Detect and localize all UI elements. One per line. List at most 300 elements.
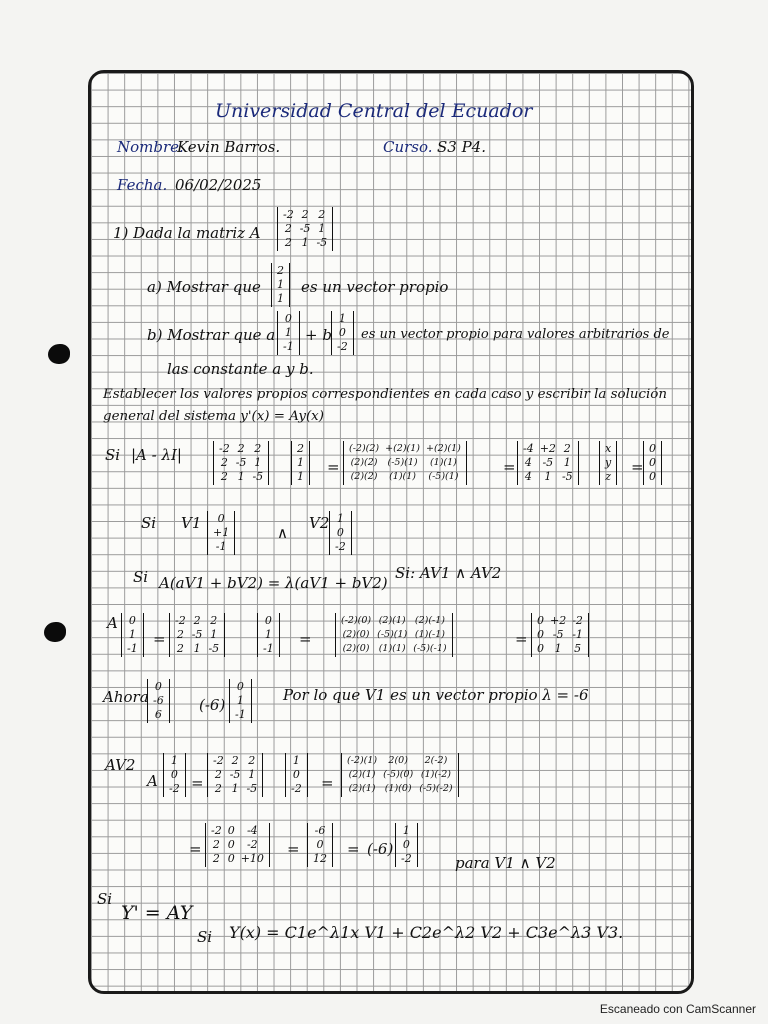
matrix-entry: -5 bbox=[252, 470, 264, 483]
matrix-entry: 1 bbox=[544, 470, 552, 483]
matrix-entry: 4 bbox=[524, 470, 532, 483]
matrix-column bbox=[313, 824, 327, 866]
course-value: S3 P4. bbox=[437, 138, 486, 156]
matrix-entry: (2)(-1) bbox=[414, 615, 445, 626]
matrix-entry: -5 bbox=[316, 236, 328, 249]
instruction-line-2: general del sistema y'(x) = Ay(x) bbox=[103, 409, 324, 424]
matrix-bar-right bbox=[578, 441, 579, 485]
matrix-entry: 2 bbox=[214, 782, 222, 795]
matrix-entry: 1 bbox=[402, 824, 410, 837]
y-prime-equation: Y' = AY bbox=[121, 902, 193, 924]
matrix-column bbox=[337, 312, 348, 354]
matrix-bar-right bbox=[588, 613, 589, 657]
av2-sum bbox=[307, 823, 333, 867]
matrix-column bbox=[277, 264, 284, 306]
matrix-entry: 2 bbox=[212, 852, 220, 865]
matrix-entry: 2(-2) bbox=[424, 755, 448, 766]
university-title: Universidad Central del Ecuador bbox=[215, 100, 533, 122]
av2-vector-2 bbox=[285, 753, 308, 797]
matrix-entry: 2 bbox=[277, 264, 284, 277]
matrix-column bbox=[153, 680, 164, 722]
matrix-entry: (-5)(0) bbox=[383, 769, 414, 780]
matrix-entry: 0 bbox=[217, 512, 225, 525]
matrix-body bbox=[600, 441, 616, 485]
matrix-entry: (1)(1) bbox=[389, 471, 417, 482]
matrix-body bbox=[344, 441, 466, 485]
matrix-column bbox=[283, 208, 294, 250]
matrix-column bbox=[175, 614, 186, 656]
matrix-bar-right bbox=[458, 753, 459, 797]
av2-factor: (-6) bbox=[367, 840, 394, 858]
matrix-entry: 2 bbox=[563, 442, 571, 455]
matrix-entry: 0 bbox=[338, 326, 346, 339]
matrix-body bbox=[164, 753, 185, 797]
matrix-bar-right bbox=[307, 753, 308, 797]
matrix-entry: -4 bbox=[523, 442, 534, 455]
date-value: 06/02/2025 bbox=[175, 176, 262, 194]
matrix-entry: 1 bbox=[210, 628, 218, 641]
matrix-entry: -2 bbox=[246, 838, 258, 851]
matrix-entry: -2 bbox=[213, 754, 224, 767]
matrix-entry: 0 bbox=[537, 628, 544, 641]
av1-vector-2 bbox=[257, 613, 280, 657]
matrix-column bbox=[537, 614, 544, 656]
matrix-body bbox=[330, 511, 351, 555]
matrix-bar-right bbox=[251, 679, 252, 723]
matrix-entry: 1 bbox=[336, 512, 344, 525]
matrix-entry: -1 bbox=[235, 708, 246, 721]
matrix-entry: 0 bbox=[336, 526, 344, 539]
matrix-entry: 1 bbox=[237, 470, 245, 483]
matrix-entry: 1 bbox=[554, 642, 562, 655]
matrix-entry: (1)(-1) bbox=[414, 629, 445, 640]
matrix-entry: -4 bbox=[246, 824, 258, 837]
matrix-body bbox=[148, 679, 169, 723]
matrix-entry: -5 bbox=[208, 642, 220, 655]
graph-paper-sheet bbox=[88, 70, 694, 994]
matrix-entry: (-5)(1) bbox=[428, 471, 459, 482]
matrix-entry: (-5)(-2) bbox=[419, 783, 453, 794]
matrix-entry: 2 bbox=[254, 442, 262, 455]
matrix-bar-right bbox=[332, 823, 333, 867]
av1-products bbox=[335, 613, 453, 657]
matrix-entry: 4 bbox=[524, 456, 532, 469]
matrix-entry: -6 bbox=[153, 694, 164, 707]
instruction-line-1: Establecer los valores propios correspondientes en cada caso y escribir la solución bbox=[103, 387, 667, 402]
matrix-bar-right bbox=[616, 441, 617, 485]
matrix-body bbox=[644, 441, 661, 485]
matrix-entry: 0 bbox=[649, 456, 656, 469]
part-b-vector-2 bbox=[331, 311, 354, 355]
equals-3: = bbox=[631, 458, 644, 476]
matrix-column bbox=[550, 614, 566, 656]
matrix-entry: 0 bbox=[227, 824, 235, 837]
a-label-1: A bbox=[107, 614, 118, 632]
v1-label: V1 bbox=[181, 514, 202, 532]
matrix-entry: (2)(1) bbox=[378, 615, 406, 626]
matrix-entry: (2)(2) bbox=[350, 457, 378, 468]
ahora-vector bbox=[147, 679, 170, 723]
matrix-column bbox=[605, 442, 611, 484]
matrix-entry: (-2)(2) bbox=[349, 443, 380, 454]
matrix-column bbox=[297, 442, 304, 484]
matrix-column bbox=[230, 754, 241, 796]
matrix-bar-right bbox=[299, 311, 300, 355]
matrix-bar-right bbox=[169, 679, 170, 723]
problem-intro: 1) Dada la matriz A bbox=[113, 224, 261, 242]
name-label: Nombre. bbox=[117, 138, 184, 156]
matrix-column bbox=[211, 824, 222, 866]
matrix-entry: -2 bbox=[572, 614, 583, 627]
matrix-entry: (1)(0) bbox=[384, 783, 412, 794]
matrix-entry: -5 bbox=[552, 628, 564, 641]
matrix-entry: 1 bbox=[284, 326, 292, 339]
matrix-entry: 2 bbox=[210, 614, 218, 627]
matrix-column bbox=[401, 824, 412, 866]
matrix-entry: -2 bbox=[211, 824, 222, 837]
si-av: Si: AV1 ∧ AV2 bbox=[395, 564, 502, 582]
matrix-entry: 2 bbox=[284, 222, 292, 235]
si-label: Si bbox=[105, 446, 121, 464]
matrix-column bbox=[236, 442, 247, 484]
matrix-column bbox=[241, 824, 264, 866]
si-combo: Si bbox=[133, 568, 149, 586]
matrix-body bbox=[292, 441, 309, 485]
matrix-column bbox=[572, 614, 583, 656]
matrix-entry: 1 bbox=[338, 312, 346, 325]
matrix-body bbox=[396, 823, 417, 867]
matrix-entry: 2 bbox=[284, 236, 292, 249]
matrix-entry: 2 bbox=[318, 208, 326, 221]
matrix-entry: 2 bbox=[231, 754, 239, 767]
part-b-plus: + b bbox=[305, 326, 332, 344]
matrix-entry: -2 bbox=[175, 614, 186, 627]
matrix-column bbox=[300, 208, 311, 250]
matrix-body bbox=[278, 311, 299, 355]
work-xyz bbox=[599, 441, 617, 485]
av2-products bbox=[341, 753, 459, 797]
matrix-entry: -5 bbox=[246, 782, 258, 795]
date-label: Fecha. bbox=[117, 176, 168, 194]
matrix-entry: (-2)(1) bbox=[347, 755, 378, 766]
matrix-entry: (2)(1) bbox=[348, 783, 376, 794]
av2-vector-3 bbox=[395, 823, 418, 867]
matrix-entry: 1 bbox=[277, 292, 284, 305]
av1-result bbox=[531, 613, 589, 657]
part-b-line2: las constante a y b. bbox=[167, 360, 314, 378]
matrix-entry: 0 bbox=[292, 768, 300, 781]
matrix-column bbox=[213, 754, 224, 796]
matrix-entry: 1 bbox=[254, 456, 262, 469]
and-1: ∧ bbox=[277, 524, 288, 542]
matrix-entry: (2)(0) bbox=[342, 629, 370, 640]
matrix-entry: (-2)(0) bbox=[341, 615, 372, 626]
matrix-entry: 0 bbox=[649, 442, 656, 455]
matrix-entry: 0 bbox=[128, 614, 136, 627]
matrix-bar-right bbox=[268, 441, 269, 485]
matrix-bar-right bbox=[289, 263, 290, 307]
matrix-entry: (1)(1) bbox=[429, 457, 457, 468]
matrix-body bbox=[206, 823, 269, 867]
si-2: Si bbox=[97, 890, 113, 908]
matrix-entry: 1 bbox=[170, 754, 178, 767]
matrix-column bbox=[228, 824, 235, 866]
matrix-entry: y bbox=[605, 456, 612, 469]
matrix-column bbox=[283, 312, 294, 354]
matrix-entry: 2 bbox=[220, 470, 228, 483]
v2-vector bbox=[329, 511, 352, 555]
matrix-column bbox=[540, 442, 556, 484]
matrix-column bbox=[127, 614, 138, 656]
matrix-bar-right bbox=[234, 511, 235, 555]
matrix-column bbox=[523, 442, 534, 484]
matrix-entry: 0 bbox=[154, 680, 162, 693]
v2-label: V2 bbox=[309, 514, 330, 532]
matrix-entry: 0 bbox=[537, 614, 544, 627]
part-a-tail: es un vector propio bbox=[301, 278, 449, 296]
matrix-column bbox=[246, 754, 257, 796]
matrix-body bbox=[336, 613, 452, 657]
av2-vector bbox=[163, 753, 186, 797]
matrix-column bbox=[263, 614, 274, 656]
matrix-bar-right bbox=[143, 613, 144, 657]
matrix-body bbox=[208, 753, 262, 797]
matrix-bar-right bbox=[262, 753, 263, 797]
matrix-entry: 1 bbox=[236, 694, 244, 707]
matrix-entry: -1 bbox=[215, 540, 227, 553]
matrix-entry: -5 bbox=[235, 456, 247, 469]
matrix-entry: +2 bbox=[539, 442, 556, 455]
equals-11: = bbox=[347, 840, 360, 858]
matrix-entry: +1 bbox=[213, 526, 230, 539]
matrix-entry: -2 bbox=[219, 442, 230, 455]
matrix-body bbox=[342, 753, 458, 797]
work-products bbox=[343, 441, 467, 485]
course-label: Curso. bbox=[383, 138, 433, 156]
matrix-column bbox=[192, 614, 203, 656]
part-a-vector bbox=[271, 263, 290, 307]
matrix-column bbox=[649, 442, 656, 484]
matrix-entry: 1 bbox=[318, 222, 326, 235]
matrix-entry: +2 bbox=[550, 614, 567, 627]
matrix-entry: 0 bbox=[264, 614, 272, 627]
matrix-body bbox=[230, 679, 251, 723]
camscanner-watermark: Escaneado con CamScanner bbox=[599, 1002, 756, 1016]
matrix-body bbox=[122, 613, 143, 657]
matrix-a bbox=[277, 207, 333, 251]
matrix-entry: (2)(0) bbox=[342, 643, 370, 654]
matrix-entry: 1 bbox=[248, 768, 256, 781]
matrix-column bbox=[291, 754, 302, 796]
matrix-entry: 2 bbox=[193, 614, 201, 627]
equals-5: = bbox=[299, 630, 312, 648]
matrix-entry: 1 bbox=[277, 278, 284, 291]
equals-2: = bbox=[503, 458, 516, 476]
matrix-entry: +(2)(1) bbox=[426, 443, 461, 454]
matrix-bar-right bbox=[269, 823, 270, 867]
punch-hole-top bbox=[48, 344, 70, 364]
conclusion-text: Por lo que V1 es un vector propio λ = -6 bbox=[283, 686, 589, 704]
matrix-entry: 2 bbox=[214, 768, 222, 781]
matrix-entry: 6 bbox=[154, 708, 162, 721]
matrix-entry: 2(0) bbox=[388, 755, 408, 766]
matrix-body bbox=[258, 613, 279, 657]
matrix-entry: 0 bbox=[170, 768, 178, 781]
matrix-entry: 0 bbox=[537, 642, 544, 655]
name-value: Kevin Barros. bbox=[177, 138, 281, 156]
matrix-bar-right bbox=[452, 613, 453, 657]
matrix-entry: (-5)(1) bbox=[387, 457, 418, 468]
matrix-body bbox=[278, 207, 332, 251]
matrix-column bbox=[562, 442, 573, 484]
matrix-entry: -2 bbox=[283, 208, 294, 221]
matrix-entry: -5 bbox=[542, 456, 554, 469]
matrix-entry: 1 bbox=[128, 628, 136, 641]
matrix-entry: 2 bbox=[301, 208, 309, 221]
matrix-body bbox=[332, 311, 353, 355]
matrix-bar-right bbox=[353, 311, 354, 355]
matrix-column bbox=[316, 208, 327, 250]
matrix-entry: (-5)(-1) bbox=[413, 643, 447, 654]
av1-vector bbox=[121, 613, 144, 657]
matrix-entry: -5 bbox=[191, 628, 203, 641]
matrix-column bbox=[377, 614, 407, 656]
matrix-entry: 1 bbox=[563, 456, 571, 469]
matrix-entry: 2 bbox=[176, 642, 184, 655]
para-text: para V1 ∧ V2 bbox=[455, 854, 556, 872]
matrix-bar-right bbox=[466, 441, 467, 485]
equals-10: = bbox=[287, 840, 300, 858]
matrix-bar-right bbox=[185, 753, 186, 797]
si-v1: Si bbox=[141, 514, 157, 532]
matrix-column bbox=[341, 614, 371, 656]
matrix-column bbox=[347, 754, 377, 796]
matrix-entry: -2 bbox=[337, 340, 348, 353]
matrix-entry: (2)(2) bbox=[350, 471, 378, 482]
matrix-entry: 1 bbox=[297, 456, 304, 469]
av1-matrix bbox=[169, 613, 225, 657]
matrix-entry: z bbox=[605, 470, 611, 483]
equals-6: = bbox=[515, 630, 528, 648]
equals-9: = bbox=[189, 840, 202, 858]
av2-matrix bbox=[207, 753, 263, 797]
matrix-column bbox=[426, 442, 461, 484]
matrix-entry: 2 bbox=[212, 838, 220, 851]
equals-7: = bbox=[191, 774, 204, 792]
matrix-entry: 0 bbox=[649, 470, 656, 483]
matrix-column bbox=[335, 512, 346, 554]
matrix-body bbox=[286, 753, 307, 797]
matrix-bar-right bbox=[351, 511, 352, 555]
matrix-column bbox=[219, 442, 230, 484]
av2-result bbox=[205, 823, 270, 867]
matrix-entry: 5 bbox=[574, 642, 582, 655]
matrix-column bbox=[385, 442, 420, 484]
matrix-entry: 0 bbox=[284, 312, 292, 325]
equals-8: = bbox=[321, 774, 334, 792]
part-b-tail: es un vector propio para valores arbitrarios de bbox=[361, 327, 670, 342]
part-b-vector-1 bbox=[277, 311, 300, 355]
matrix-entry: (2)(1) bbox=[348, 769, 376, 780]
matrix-entry: 0 bbox=[316, 838, 324, 851]
general-solution: Y(x) = C1e^λ1x V1 + C2e^λ2 V2 + C3e^λ3 V3. bbox=[229, 923, 624, 942]
matrix-entry: x bbox=[605, 442, 612, 455]
matrix-column bbox=[349, 442, 379, 484]
matrix-entry: -1 bbox=[127, 642, 138, 655]
matrix-column bbox=[235, 680, 246, 722]
matrix-entry: -6 bbox=[314, 824, 326, 837]
matrix-entry: -1 bbox=[283, 340, 294, 353]
matrix-column bbox=[213, 512, 229, 554]
matrix-entry: -1 bbox=[263, 642, 274, 655]
work-result bbox=[517, 441, 579, 485]
si-solution: Si bbox=[197, 928, 213, 946]
work-matrix-1 bbox=[213, 441, 269, 485]
ahora-factor: (-6) bbox=[199, 696, 226, 714]
matrix-body bbox=[308, 823, 332, 867]
matrix-entry: (1)(-2) bbox=[420, 769, 451, 780]
matrix-entry: -2 bbox=[335, 540, 346, 553]
equals-4: = bbox=[153, 630, 166, 648]
a-label-2: A bbox=[147, 772, 158, 790]
matrix-entry: 1 bbox=[264, 628, 272, 641]
part-b-head: b) Mostrar que a bbox=[147, 326, 276, 344]
matrix-entry: -2 bbox=[169, 782, 180, 795]
matrix-column bbox=[169, 754, 180, 796]
ahora-label: Ahora bbox=[103, 688, 149, 706]
punch-hole-bottom bbox=[44, 622, 66, 642]
matrix-body bbox=[272, 263, 289, 307]
matrix-entry: 2 bbox=[220, 456, 228, 469]
matrix-body bbox=[532, 613, 588, 657]
matrix-column bbox=[413, 614, 446, 656]
matrix-entry: +10 bbox=[240, 852, 264, 865]
part-a-text: a) Mostrar que bbox=[147, 278, 261, 296]
matrix-bar-right bbox=[279, 613, 280, 657]
matrix-bar-right bbox=[417, 823, 418, 867]
matrix-entry: 0 bbox=[402, 838, 410, 851]
matrix-entry: -5 bbox=[229, 768, 241, 781]
matrix-bar-right bbox=[224, 613, 225, 657]
v1-vector bbox=[207, 511, 235, 555]
combo-equation: A(aV1 + bV2) = λ(aV1 + bV2) bbox=[159, 574, 388, 592]
matrix-entry: 1 bbox=[231, 782, 239, 795]
matrix-entry: 1 bbox=[301, 236, 309, 249]
matrix-body bbox=[518, 441, 578, 485]
matrix-body bbox=[208, 511, 234, 555]
matrix-body bbox=[214, 441, 268, 485]
matrix-entry: -5 bbox=[299, 222, 311, 235]
matrix-entry: (1)(1) bbox=[378, 643, 406, 654]
matrix-column bbox=[252, 442, 263, 484]
matrix-entry: -2 bbox=[291, 782, 302, 795]
matrix-entry: 2 bbox=[248, 754, 256, 767]
av2-label: AV2 bbox=[105, 756, 136, 774]
matrix-entry: 2 bbox=[176, 628, 184, 641]
matrix-entry: -5 bbox=[561, 470, 573, 483]
matrix-column bbox=[383, 754, 413, 796]
equals-1: = bbox=[327, 458, 340, 476]
matrix-entry: +(2)(1) bbox=[385, 443, 420, 454]
matrix-entry: 2 bbox=[237, 442, 245, 455]
matrix-bar-right bbox=[332, 207, 333, 251]
matrix-entry: -2 bbox=[401, 852, 412, 865]
a-minus-lambda: |A - λI| bbox=[131, 446, 182, 464]
matrix-entry: 1 bbox=[297, 470, 304, 483]
matrix-bar-right bbox=[309, 441, 310, 485]
matrix-entry: 1 bbox=[292, 754, 300, 767]
matrix-entry: -1 bbox=[572, 628, 583, 641]
